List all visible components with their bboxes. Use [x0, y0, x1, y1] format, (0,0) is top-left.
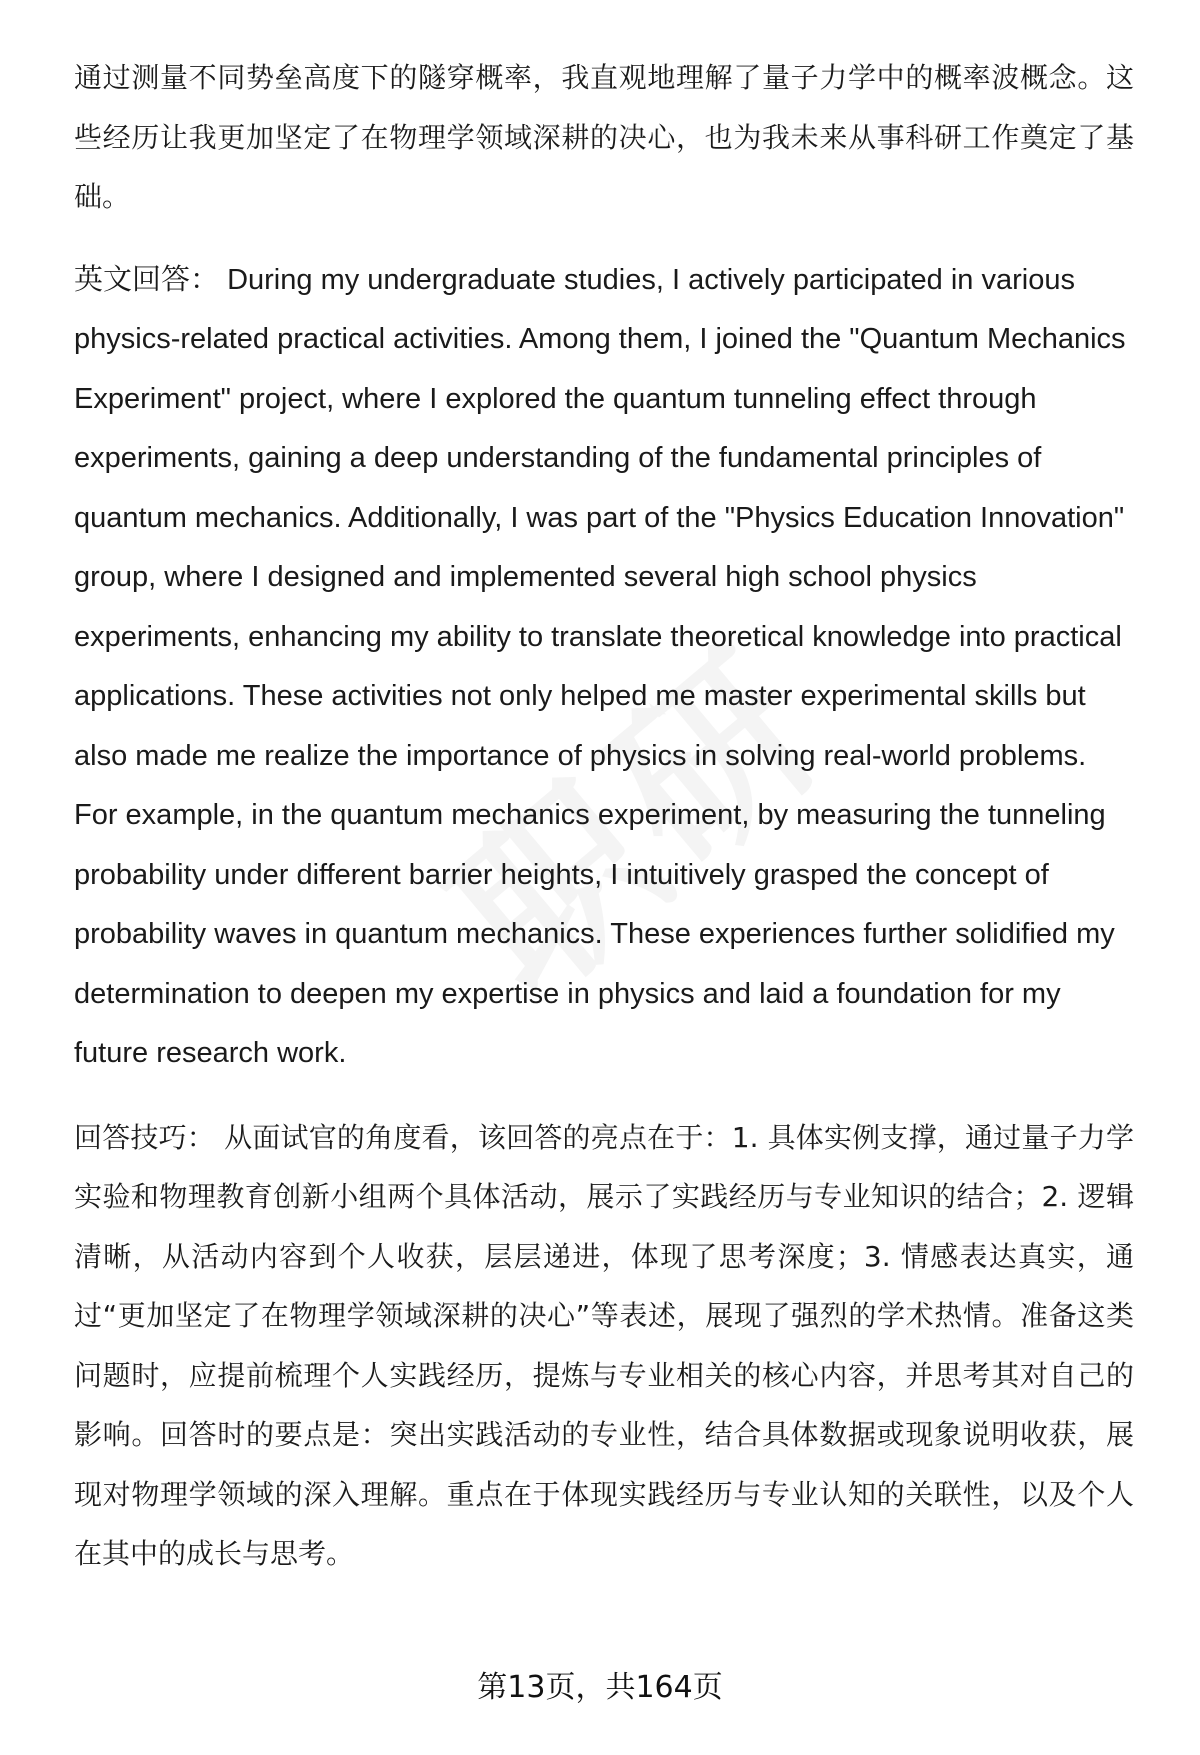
english-answer-text: During my undergraduate studies, I actively participated in various physics-related practical activities. Among them, I joined the "Quantum Mechanics Experiment" project, where I explored the quantum tunneling effect through experiments, gaining a deep understanding of the fundamental principles of quantum mechanics. Additionally, I was part of the "Physics Education Innovation" group, where I designed and implemented several high school physics experiments, enhancing my ability to translate theoretical knowledge into practical applications. These activities not only helped me master experimental skills but also made me realize the importance of physics in solving real-world problems. For example, in the quantum mechanics experiment, by measuring the tunneling probability under different barrier heights, I intuitively grasped the concept of probability waves in quantum mechanics. These experiences further solidified my determination to deepen my expertise in physics and laid a foundation for my future research work. — [74, 263, 1126, 1069]
english-answer-paragraph — [74, 251, 1134, 1084]
answer-tips-label: 回答技巧： — [74, 1120, 216, 1154]
answer-tips-text: 从面试官的角度看，该回答的亮点在于：1. 具体实例支撑，通过量子力学实验和物理教育创新小组两个具体活动，展示了实践经历与专业知识的结合；2. 逻辑清晰，从活动内容到个人收获，层层递进，体现了思考深度；3. 情感表达真实，通过“更加坚定了在物理学领域深耕的决心”等表述，展现了强烈的学术热情。准备这类问题时，应提前梳理个人实践经历，提炼与专业相关的核心内容，并思考其对自己的影响。回答时的要点是：突出实践活动的专业性，结合具体数据或现象说明收获，展现对物理学领域的深入理解。重点在于体现实践经历与专业认知的关联性，以及个人在其中的成长与思考。 — [74, 1120, 1134, 1570]
top-paragraph: 通过测量不同势垒高度下的隧穿概率，我直观地理解了量子力学中的概率波概念。这些经历让我更加坚定了在物理学领域深耕的决心，也为我未来从事科研工作奠定了基础。 — [74, 61, 1134, 213]
page-number: 第13页，共164页 — [477, 1670, 723, 1705]
english-answer-label: 英文回答： — [74, 263, 220, 296]
answer-tips-paragraph — [74, 1108, 1134, 1584]
